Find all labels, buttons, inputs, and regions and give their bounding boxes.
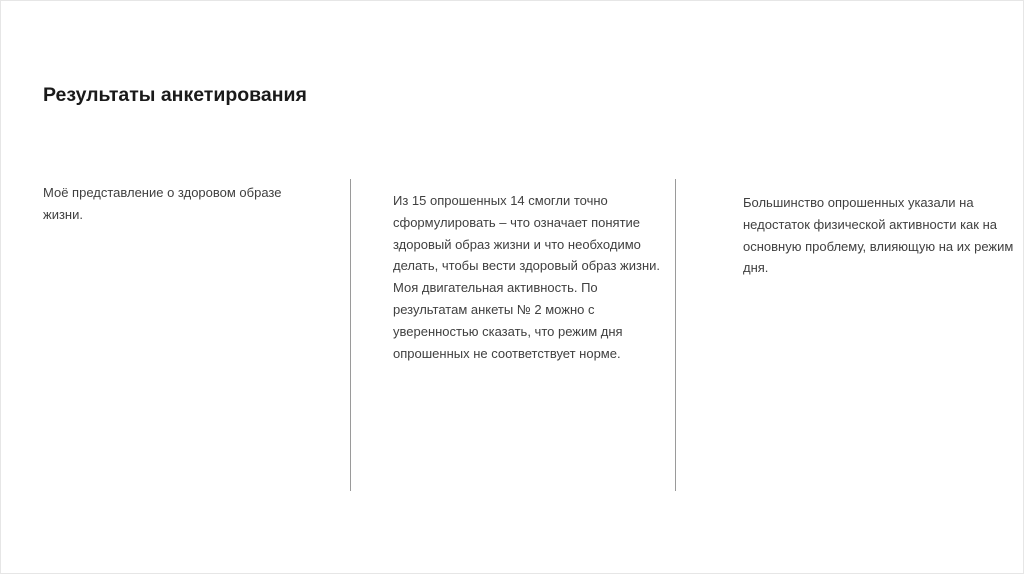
slide-title: Результаты анкетирования xyxy=(43,84,307,106)
column-2-text: Из 15 опрошенных 14 смогли точно сформулировать – что означает понятие здоровый образ жизни и что необходимо делать, чтобы вести здоровый образ жизни. Моя двигательная активность. По результатам анкеты № 2 можно с уверенностью сказать, что режим дня опрошенных не соответствует норме. xyxy=(393,193,661,361)
column-divider-1 xyxy=(350,179,351,491)
column-3-text: Большинство опрошенных указали на недостаток физической активности как на основную проблему, влияющую на их режим дня. xyxy=(743,195,1014,276)
column-divider-2 xyxy=(675,179,676,491)
column-1-text: Моё представление о здоровом образе жизни. xyxy=(43,185,282,222)
